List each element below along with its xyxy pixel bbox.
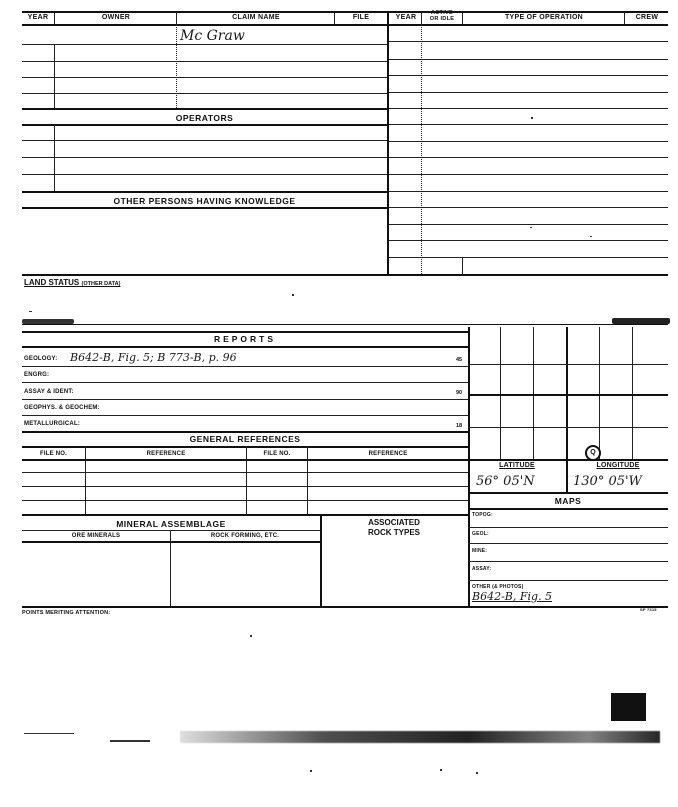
row-line [22,174,387,175]
other-persons-top-line [22,191,387,193]
col-divider [54,124,55,191]
row-line [389,92,668,93]
row-line [389,157,668,158]
col-divider [54,44,55,108]
col-divider [176,12,177,24]
row-line [389,207,668,208]
maps-row-assay: ASSAY: [472,566,492,572]
scan-speck [292,294,294,296]
header-active-or-idle: ACTIVE OR IDLE [429,10,455,22]
other-persons-bottom-line [22,207,387,209]
header-owner: OWNER [101,14,131,21]
row-line [22,93,387,94]
maps-heading: MAPS [554,496,582,506]
latitude-value: 56° 05'N [476,474,535,489]
row-line [389,41,668,42]
scan-speck [29,311,32,312]
operators-top-line [22,108,387,110]
separator-line [22,324,668,325]
row-line [22,140,387,141]
grid-line [468,459,668,461]
row-line [389,141,668,142]
row-line [389,224,668,225]
report-label-engrg: ENGRG: [24,372,50,378]
col-divider [462,12,463,24]
land-status-subtitle: (OTHER DATA) [81,281,121,287]
report-label-geophys: GEOPHYS. & GEOCHEM: [24,405,100,411]
location-marker-letter: Q [590,449,596,456]
reports-header-bottom [22,346,468,348]
land-status-label [24,278,120,287]
mineral-top-line [22,514,468,516]
row-line [389,257,668,258]
form-number: SP 7315 [640,607,657,612]
claim-name-entry: Mc Graw [180,28,245,44]
row-line [22,415,468,416]
scan-speck [531,117,533,119]
location-marker-icon [585,445,601,461]
col-divider [246,446,247,514]
scan-speck [310,770,312,772]
maps-other-value: B642-B, Fig. 5 [472,590,553,603]
latitude-label: LATITUDE [499,462,535,469]
header-bottom-border [22,24,668,26]
row-line [389,240,668,241]
row-line [22,366,468,367]
bottom-table-line [22,606,668,608]
gr-col-reference-1: REFERENCE [146,451,186,457]
reports-heading: REPORTS [213,334,277,344]
col-divider [421,12,422,24]
longitude-value: 130° 05'W [573,474,642,489]
scan-speck [530,227,532,228]
row-line [389,59,668,60]
row-line [468,543,668,544]
report-num-geology: 45 [456,357,463,363]
col-divider [176,24,177,108]
grid-line [533,327,534,459]
scan-noise-band [180,731,660,743]
report-label-geology: GEOLOGY: [24,356,58,362]
upper-section-bottom [22,274,668,276]
operators-heading: OPERATORS [175,113,234,123]
gr-col-header-bottom [22,459,468,461]
col-divider [421,24,422,274]
maps-row-mine: MINE: [472,548,488,554]
grid-line [468,394,668,396]
other-persons-heading: OTHER PERSONS HAVING KNOWLEDGE [113,196,296,206]
grid-line [500,327,501,459]
header-claim-name: CLAIM NAME [232,14,280,21]
maps-row-geol: GEOL: [472,531,489,537]
row-line [389,174,668,175]
header-year-2: YEAR [395,14,417,21]
grid-line [468,427,668,428]
col-divider [334,12,335,24]
col-divider [85,446,86,514]
scan-speck [24,733,74,734]
latlon-bottom-line [468,492,668,494]
scan-speck [590,236,592,237]
row-line [468,580,668,581]
grid-line [599,327,600,459]
row-line [22,399,468,400]
header-file: FILE [352,14,370,21]
row-line [22,157,387,158]
row-line [468,527,668,528]
maps-row-topog: TOPOG: [472,512,493,518]
land-status-title: LAND STATUS [24,278,80,287]
ore-minerals-heading: ORE MINERALS [71,533,121,539]
row-line [389,108,668,109]
row-line [22,44,387,45]
center-divider [387,11,389,275]
row-line [468,561,668,562]
report-num-metallurgical: 18 [456,423,463,429]
row-line [22,77,387,78]
maps-row-other: OTHER (& PHOTOS) [472,584,524,590]
report-num-assay: 90 [456,390,463,396]
rock-forming-heading: ROCK FORMING, ETC. [210,533,280,539]
gr-col-file-no-2: FILE NO. [263,451,291,457]
general-references-top [22,431,468,433]
grid-line [468,364,668,365]
grid-line [632,327,633,459]
col-divider [624,12,625,24]
scan-speck [440,769,442,771]
general-references-heading: GENERAL REFERENCES [189,434,301,444]
col-divider [54,12,55,24]
report-label-assay: ASSAY & IDENT: [24,389,74,395]
scan-artifact-block [611,693,646,721]
header-year: YEAR [27,14,49,21]
reports-top-line [22,331,468,333]
gr-col-reference-2: REFERENCE [368,451,408,457]
row-line [22,500,468,501]
col-divider [307,446,308,514]
row-line [22,472,468,473]
row-line [22,486,468,487]
report-label-metallurgical: METALLURGICAL: [24,421,81,427]
longitude-label: LONGITUDE [596,462,640,469]
header-crew: CREW [635,14,659,21]
row-line [389,75,668,76]
scan-speck [110,740,150,742]
row-line [389,124,668,125]
report-value-geology: B642-B, Fig. 5; B 773-B, p. 96 [70,351,237,364]
col-divider [170,530,171,606]
row-line [22,382,468,383]
mineral-assemblage-heading: MINERAL ASSEMBLAGE [116,519,226,529]
row-line [22,530,320,531]
row-line [22,61,387,62]
col-divider [462,258,463,274]
gr-col-file-no-1: FILE NO. [40,451,67,457]
operators-bottom-line [22,124,387,126]
points-meriting-attention-label: POINTS MERITING ATTENTION: [22,610,111,616]
header-type-of-operation: TYPE OF OPERATION [504,14,584,21]
row-line [22,541,320,543]
associated-rock-types-heading: ASSOCIATED ROCK TYPES [367,518,420,537]
row-line [389,191,668,192]
scan-speck [476,772,478,774]
top-border [22,11,668,13]
scan-speck [250,635,252,637]
maps-header-bottom [468,508,668,510]
general-references-header-bottom [22,446,468,448]
